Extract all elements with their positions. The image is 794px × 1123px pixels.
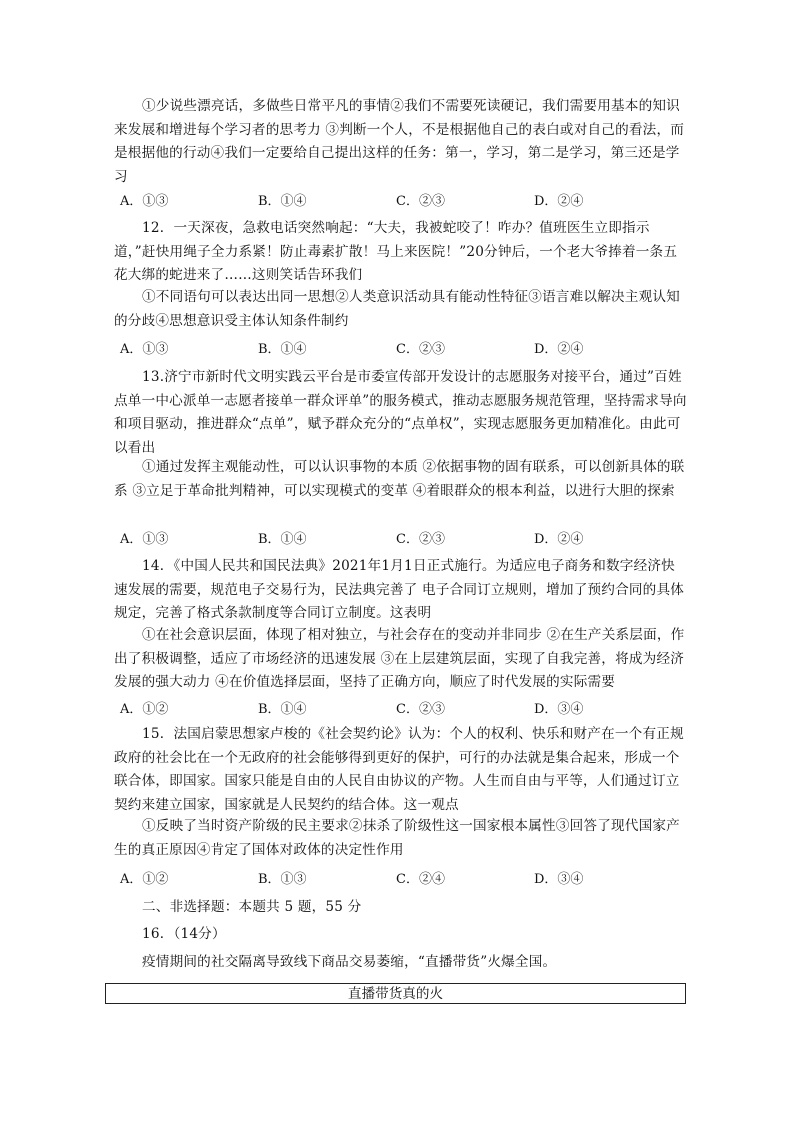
option-b: B．①④ — [258, 342, 307, 357]
q12-options — [120, 338, 680, 358]
option-a: A．①③ — [120, 194, 169, 209]
option-c: C．②③ — [396, 342, 445, 357]
q16-label: 16．（14分） — [142, 926, 226, 942]
section-heading: 二、非选择题：本题共 5 题，55 分 — [142, 899, 362, 915]
option-b: B．①④ — [258, 702, 307, 717]
q15-stem: 15．法国启蒙思想家卢梭的《社会契约论》认为：个人的权利、快乐和财产在一个有正规政府的社会比在一个无政府的社会能够得到更好的保护，可行的办法就是集合起来，形成一个联合体，即国家。国家只能是自由的人民自由协议的产物。人生而自由与平等，人们通过订立契约来建立国家，国家就是人民契约的结合体。这一观点 — [114, 726, 684, 813]
q13-options — [120, 528, 680, 548]
q16-boxed-title: 直播带货真的火 — [105, 983, 686, 1004]
q16-intro: 疫情期间的社交隔离导致线下商品交易萎缩，“直播带货”火爆全国。 — [142, 954, 557, 970]
option-d: D．③④ — [534, 702, 584, 717]
option-a: A．①② — [120, 702, 169, 717]
option-b: B．①④ — [258, 532, 307, 547]
q12-items: ①不同语句可以表达出同一思想②人类意识活动具有能动性特征③语言难以解决主观认知的分歧④思想意识受主体认知条件制约 — [114, 289, 680, 329]
option-c: C．②③ — [396, 702, 445, 717]
option-a: A．①③ — [120, 532, 169, 547]
option-c: C．②③ — [396, 532, 445, 547]
q12-stem: 12．一天深夜，急救电话突然响起：“大夫，我被蛇咬了！咋办？值班医生立即指示道，”赶快用绳子全力系紧！防止毒素扩散！马上来医院！”20分钟后，一个老大爷捧着一条五花大绑的蛇进来了……这则笑话告环我们 — [114, 220, 678, 283]
option-d: D．②④ — [534, 342, 584, 357]
q13-items: ①通过发挥主观能动性，可以认识事物的本质 ②依据事物的固有联系，可以创新具体的联系 ③立足于革命批判精神，可以实现模式的变革 ④着眼群众的根本利益，以进行大胆的探索 — [114, 459, 685, 499]
option-d: D．③④ — [534, 872, 584, 887]
q14-stem: 14．《中国人民共和国民法典》2021年1月1日正式施行。为适应电子商务和数字经济快速发展的需要，规范电子交易行为，民法典完善了 电子合同订立规则，增加了预约合同的具体规定，完善了格式条款制度等合同订立制度。这表明 — [114, 558, 685, 621]
option-c: C．②④ — [396, 872, 445, 887]
option-c: C．②③ — [396, 194, 445, 209]
q14-items: ①在社会意识层面，体现了相对独立，与社会存在的变动并非同步 ②在生产关系层面，作出了积极调整，适应了市场经济的迅速发展 ③在上层建筑层面，实现了自我完善，将成为经济发展的强大动力 ④在价值选择层面，坚持了正确方向，顺应了时代发展的实际需要 — [114, 627, 685, 690]
q11-options — [120, 190, 680, 210]
q14-options — [120, 698, 680, 718]
option-a: A．①② — [120, 872, 169, 887]
q13-stem: 13.济宁市新时代文明实践云平台是市委宣传部开发设计的志愿服务对接平台，通过”百姓点单一中心派单一志愿者接单一群众评单”的服务模式，推动志愿服务规范管理，坚持需求导向和项目驱动，推进群众“点单”，赋予群众充分的“点单权”，实现志愿服务更加精准化。由此可以看出 — [114, 369, 687, 456]
option-d: D．②④ — [534, 194, 584, 209]
q11-stem: ①少说些漂亮话，多做些日常平凡的事情②我们不需要死读硬记，我们需要用基本的知识来发展和增进每个学习者的思考力 ③判断一个人，不是根据他自己的表白或对自己的看法，而是根据他的行动④我们一定要给自己提出这样的任务：第一，学习，第二是学习，第三还是学习 — [114, 98, 685, 185]
option-a: A．①③ — [120, 342, 169, 357]
q15-items: ①反映了当时资产阶级的民主要求②抹杀了阶级性这一国家根本属性③回答了现代国家产生的真正原因④肯定了国体对政体的决定性作用 — [114, 818, 680, 858]
option-d: D．②④ — [534, 532, 584, 547]
option-b: B．①④ — [258, 194, 307, 209]
q15-options — [120, 868, 680, 888]
option-b: B．①③ — [258, 872, 307, 887]
